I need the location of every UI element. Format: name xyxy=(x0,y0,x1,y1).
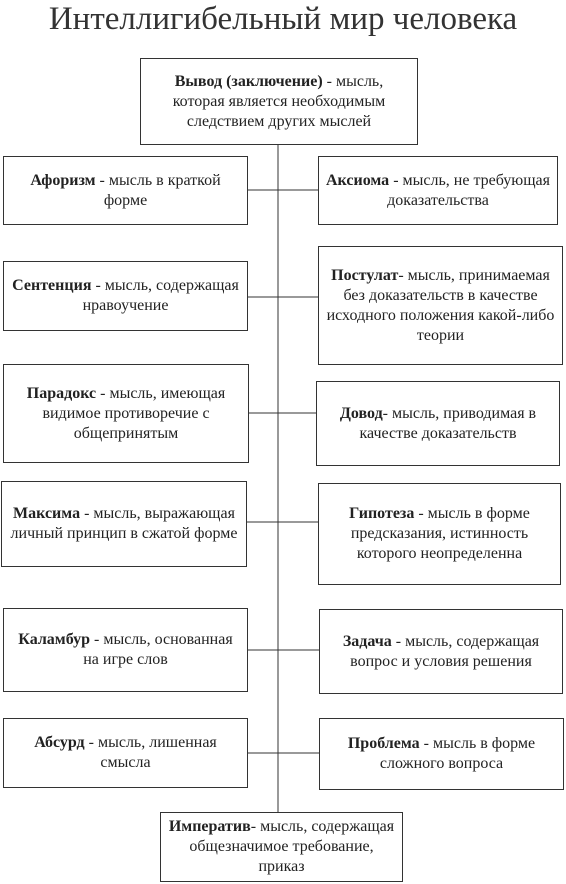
term-description: - мысль, содержащая общезначимое требование, приказ xyxy=(189,818,395,875)
diagram-title: Интеллигибельный мир человека xyxy=(48,1,518,37)
term-label: Вывод (заключение) xyxy=(174,72,323,90)
box-aksioma xyxy=(318,156,558,225)
term-label: Каламбур xyxy=(18,631,90,648)
term-label: Гипотеза xyxy=(349,505,415,522)
term-description: - мысль, лишенная смысла xyxy=(84,734,217,771)
term-description: - мысль, содержащая вопрос и условия решения xyxy=(350,632,540,670)
box-kalambur xyxy=(3,608,248,692)
term-description: - мысль, принимаемая без доказательств в качестве исходного положения какой-либо теории xyxy=(326,266,555,344)
box-postulat xyxy=(318,246,563,365)
term-label: Довод xyxy=(339,404,383,422)
box-imperativ xyxy=(160,812,403,882)
term-label: Постулат xyxy=(331,266,399,284)
term-description: - мысль, не требующая доказательства xyxy=(387,171,550,209)
term-label: Максима xyxy=(13,505,81,522)
term-label: Императив xyxy=(168,818,251,835)
term-description: - мысль, содержащая нравоучение xyxy=(82,277,239,314)
term-label: Проблема xyxy=(347,735,420,752)
box-vyvod xyxy=(140,58,418,145)
term-description: - мысль в краткой форме xyxy=(95,171,221,209)
box-zadacha xyxy=(319,609,563,694)
term-description: - мысль, основанная на игре слов xyxy=(83,631,233,668)
term-label: Абсурд xyxy=(34,734,85,751)
term-description: - мысль, которая является необходимым следствием других мыслей xyxy=(172,72,386,130)
term-description: - мысль в форме сложного вопроса xyxy=(379,735,536,772)
box-absurd xyxy=(3,718,248,788)
box-aforizm xyxy=(3,156,248,225)
term-description: - мысль, выражающая личный принцип в сжатой форме xyxy=(10,505,238,542)
term-label: Сентенция xyxy=(12,277,92,294)
term-label: Парадокс xyxy=(26,384,97,402)
term-label: Задача xyxy=(342,632,392,650)
box-sentenciya xyxy=(3,261,248,331)
box-dovod xyxy=(316,381,560,466)
term-label: Аксиома xyxy=(326,171,390,189)
box-paradoks xyxy=(3,364,249,463)
box-problema xyxy=(319,718,564,790)
box-gipoteza xyxy=(318,483,561,585)
term-description: - мысль в форме предсказания, истинность которого неопределенна xyxy=(350,505,530,562)
term-description: - мысль, имеющая видимое противоречие с общепринятым xyxy=(42,384,226,442)
term-description: - мысль, приводимая в качестве доказательств xyxy=(359,404,537,442)
box-maksima xyxy=(1,481,247,567)
term-label: Афоризм xyxy=(30,171,96,189)
